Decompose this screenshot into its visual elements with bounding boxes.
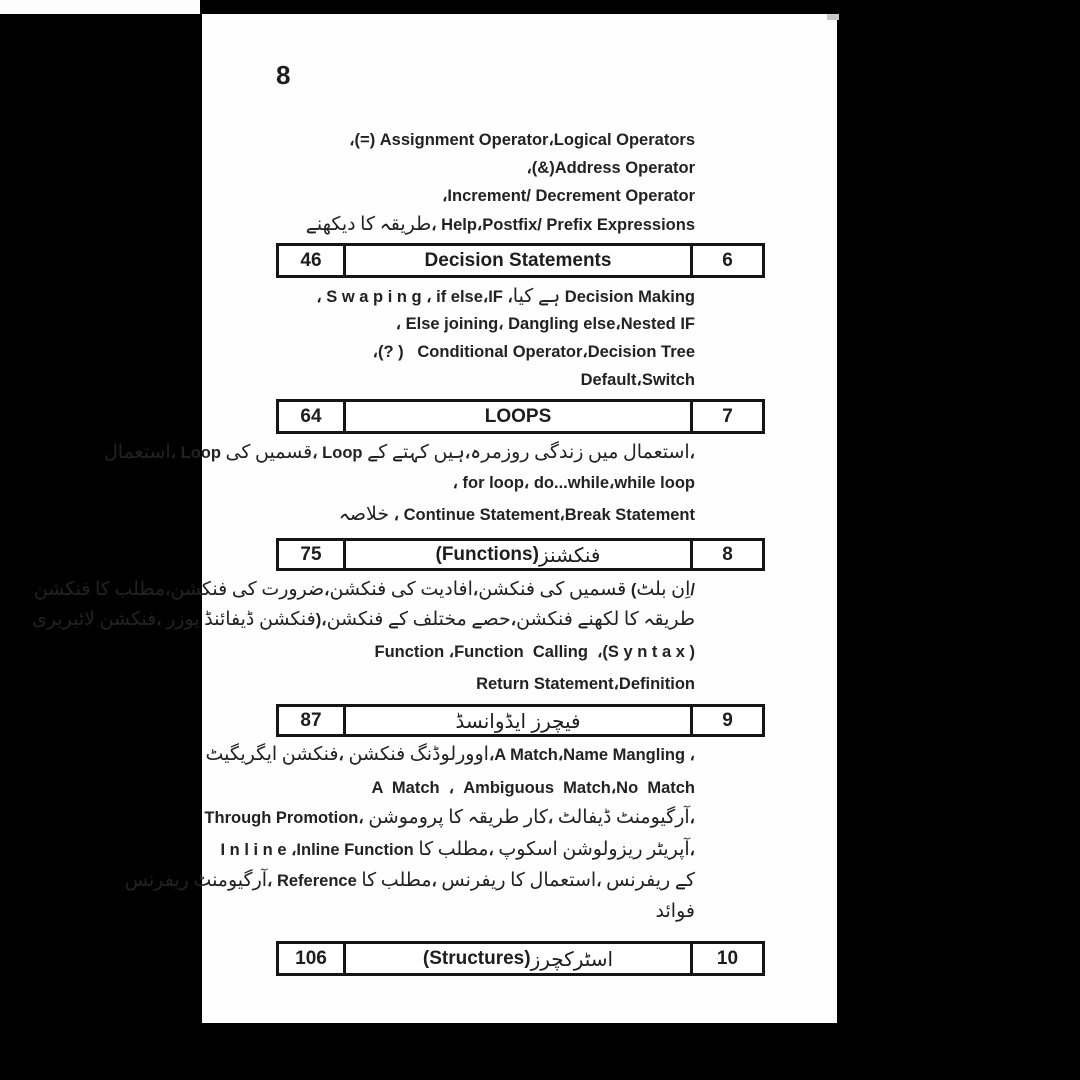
latin-text-run: ، [267,872,277,890]
urdu-text-run: اسکوپ [498,838,558,860]
urdu-text-run: کی [231,578,257,600]
urdu-text-run: آرگیومنٹ [616,806,690,828]
urdu-text-run: فنکشن [516,608,573,630]
urdu-text-run: افادیت [420,578,473,600]
toc-detail-line [34,577,695,601]
urdu-text-run: کی [390,578,416,600]
latin-text-run: ، [689,809,695,827]
latin-text-run: ، [324,581,330,599]
toc-detail-line [656,899,695,923]
urdu-text-run: کا [448,806,464,828]
toc-detail-line [581,368,695,392]
latin-text-run: ،(&)Address Operator [526,159,695,177]
urdu-text-run: فیچرز [531,708,581,733]
chapter-number: 8 [722,543,733,565]
latin-text-run: ، Continue Statement،Break Statement [389,506,695,524]
urdu-text-run: فنکشن [326,608,384,630]
latin-text-run: ،Increment/ Decrement Operator [442,187,695,205]
toc-detail-line [526,156,695,180]
urdu-text-run: طریقہ [379,213,432,235]
urdu-text-run: مطلب [437,838,489,860]
latin-text-run: ، [488,746,495,764]
urdu-text-run: لائبریری [31,608,95,630]
chapter-title [343,541,693,568]
latin-text-run: Return Statement،Definition [476,675,695,693]
urdu-text-run: ڈیفالٹ [557,806,612,828]
toc-chapter-row [276,399,765,434]
chapter-page-number: 75 [300,543,322,565]
urdu-text-run: آپریٹر [647,838,690,860]
latin-text-run: ، [689,841,695,859]
urdu-text-run: ضرورت [261,578,325,600]
book-page [31,14,837,1023]
toc-detail-line [442,184,695,208]
latin-text-run: Through Promotion [204,809,359,827]
urdu-text-run: فنکشن [281,743,339,765]
urdu-text-run: ڈیفائنڈ [204,608,255,630]
latin-text-run: Default،Switch [580,371,695,389]
latin-text-run: ، [488,841,499,859]
urdu-text-run: فنکشن [170,578,228,600]
page-number: 8 [276,60,292,90]
urdu-text-run: مطلب [114,578,166,600]
latin-text-run: Reference [276,872,357,890]
latin-text-run: I n l i n e ،Inline Function [220,841,419,859]
toc-detail-line [125,868,695,892]
urdu-text-run: اوورلوڈنگ [409,743,489,765]
latin-text-run: ، Else joining، Dangling else،Nested IF [395,315,695,333]
chapter-title [343,246,693,275]
chapter-number: 10 [716,947,739,969]
urdu-text-run: فوائد [655,900,695,922]
urdu-text-run: کے [367,441,388,463]
urdu-text-run: کی [539,578,565,600]
urdu-text-run: لکھنے [577,608,620,630]
urdu-text-run: حصے [471,608,511,630]
urdu-text-run: مطلب [380,869,432,891]
latin-text-run: LOOPS [484,405,552,427]
latin-text-run: )، [315,611,327,629]
latin-text-run: ، [596,872,607,890]
latin-text-run: ، Help،Postfix/ Prefix Expressions [431,216,695,234]
urdu-text-run: کا [510,869,525,891]
urdu-text-run: استعمال [622,441,690,463]
chapter-number: 7 [722,405,733,427]
urdu-text-run: ایڈوانسڈ [455,708,527,733]
urdu-text-run: ریفرنس [606,869,671,891]
chapter-title [343,707,693,734]
urdu-text-run: فنکشن [348,743,406,765]
urdu-text-run: فنکشنز [538,542,601,567]
urdu-text-run: فنکشن [478,578,535,600]
urdu-text-run: ایگریگیٹ [205,743,278,765]
urdu-text-run: ہیں [433,441,465,463]
toc-chapter-row [276,538,765,571]
toc-detail-line [204,805,695,829]
chapter-page-number: 46 [300,249,322,271]
urdu-text-run: کا [418,838,434,860]
latin-text-run: (Structures) [422,947,531,969]
toc-detail-line [220,837,695,861]
latin-text-run: ، [312,444,323,462]
toc-detail-line [375,640,695,664]
urdu-text-run: کہتے [391,441,429,463]
urdu-text-run: ہے [537,285,561,307]
urdu-text-run: طریقہ [467,806,520,828]
latin-text-run: ، [472,581,479,599]
toc-detail-line [371,776,695,800]
urdu-text-run: ریفرنس [441,869,506,891]
latin-text-run: ، [510,611,517,629]
toc-chapter-row [276,243,765,278]
toc-detail-line [316,284,695,308]
chapter-page-number: 87 [300,709,322,731]
latin-text-run: ، [165,581,171,599]
toc-detail-line [476,672,695,696]
urdu-text-run: آرگیومنٹ [193,869,268,891]
urdu-text-run: ریفرنس [124,869,189,891]
toc-detail-line [396,312,695,336]
latin-text-run: ، for loop، do...while،while loop [452,474,695,492]
latin-text-run: Function ،Function Calling ،(S y n t a x ) [374,643,695,661]
chapter-number: 6 [722,249,733,271]
chapter-page-number: 64 [300,405,322,427]
toc-detail-line [104,440,695,464]
urdu-text-run: اِن [671,578,691,600]
urdu-text-run: قسمیں [569,578,627,600]
latin-text-run: ، [338,746,349,764]
latin-text-run: ، [358,809,369,827]
urdu-text-run: مختلف [412,608,467,630]
urdu-text-run: کا [95,578,110,600]
latin-text-run: ، [689,444,695,462]
toc-detail-line [32,607,695,631]
toc-detail-line [349,128,695,152]
toc-chapter-row [276,941,765,976]
latin-text-run: ، [547,809,558,827]
urdu-text-run: فنکشن [33,578,91,600]
latin-text-run: / [690,581,695,599]
scan-artifact [827,14,839,20]
urdu-text-run: بلٹ [636,578,667,600]
urdu-text-run: کے [674,869,695,891]
latin-text-run: Loop [322,444,363,462]
urdu-text-run: طریقہ [643,608,695,630]
latin-text-run: A Match ، Ambiguous Match،No Match [371,779,695,797]
urdu-text-run: کا [623,608,639,630]
latin-text-run: ، S w a p i n g ، if else،IF ، [316,288,513,306]
latin-text-run: Decision Making [560,288,695,306]
latin-text-run: ، [156,611,167,629]
latin-text-run: ،(? ) Conditional Operator،Decision Tree [372,343,695,361]
latin-text-run: ، [431,872,442,890]
frame-artifact-strip [0,0,200,14]
latin-text-run: ( [626,581,637,599]
latin-text-run: (Functions) [435,543,539,565]
toc-detail-line [205,742,695,766]
urdu-text-run: ریزولوشن [562,838,643,860]
toc-detail-line [453,471,695,495]
toc-chapter-row [276,704,765,737]
urdu-text-run: کا [361,869,377,891]
toc-detail-line [339,502,695,526]
latin-text-run: ،(=) Assignment Operator،Logical Operators [349,131,695,149]
urdu-text-run: استعمال [104,441,171,463]
urdu-text-run: کا [360,213,376,235]
chapter-title [343,402,693,431]
urdu-text-run: یوزر [166,608,200,630]
urdu-text-run: کار [523,806,548,828]
chapter-page-number: 106 [295,947,327,969]
latin-text-run: ، [464,444,471,462]
latin-text-run: Decision Statements [424,249,612,271]
urdu-text-run: قسمیں [255,441,313,463]
latin-text-run: Loop [180,444,221,462]
urdu-text-run: کیا [512,285,534,307]
urdu-text-run: فنکشن [329,578,387,600]
toc-detail-line [306,212,695,236]
urdu-text-run: زندگی [534,441,584,463]
chapter-title [343,944,693,973]
urdu-text-run: فنکشن [99,608,157,630]
urdu-text-run: اسٹرکچرز [530,946,614,971]
urdu-text-run: پروموشن [368,806,444,828]
urdu-text-run: دیکھنے [305,213,356,235]
chapter-number: 9 [722,709,733,731]
urdu-text-run: کے [387,608,409,630]
toc-detail-line [373,340,695,364]
urdu-text-run: استعمال [529,869,597,891]
urdu-text-run: کی [225,441,251,463]
latin-text-run: A Match،Name Mangling ، [494,746,695,764]
urdu-text-run: روزمرہ [470,441,530,463]
urdu-text-run: فنکشن [259,608,316,630]
urdu-text-run: میں [588,441,619,463]
latin-text-run: ، [170,444,181,462]
urdu-text-run: خلاصہ [338,503,390,525]
